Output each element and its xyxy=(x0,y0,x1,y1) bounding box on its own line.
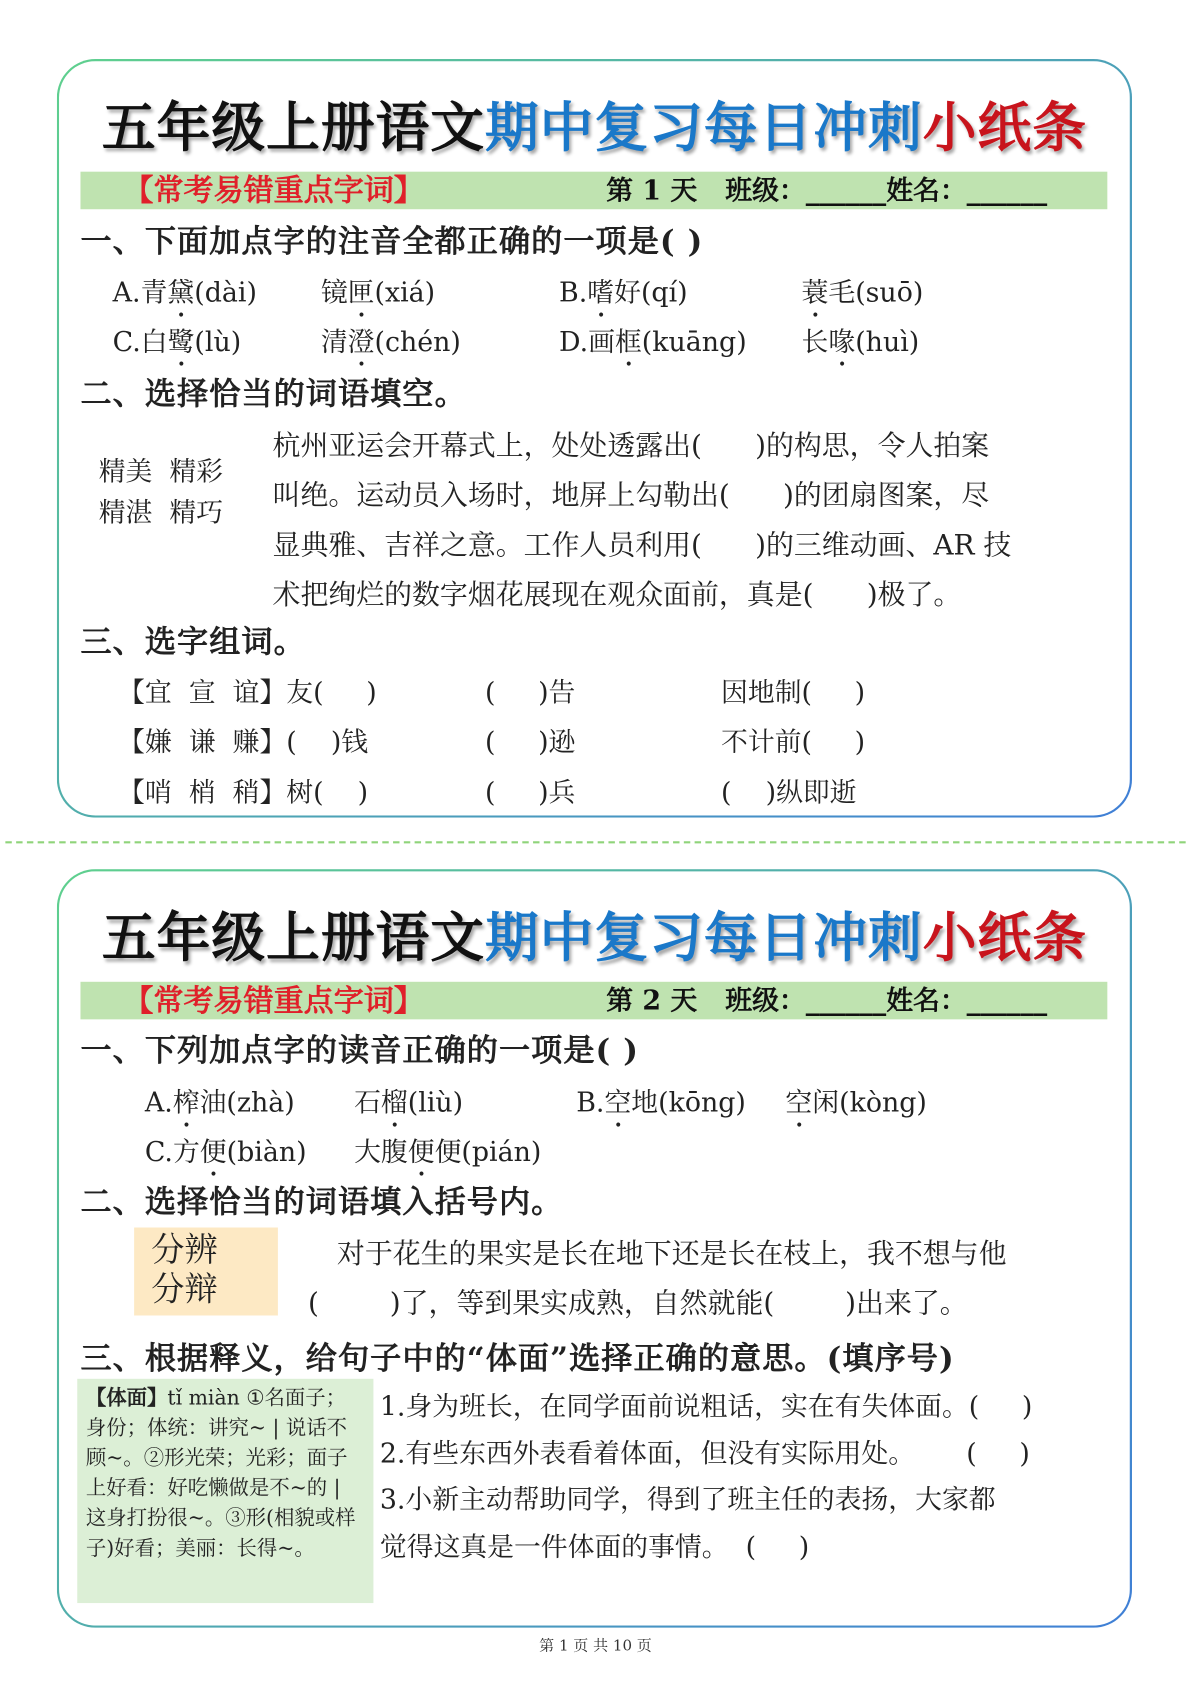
answer-option xyxy=(354,1131,541,1184)
definition-box xyxy=(77,1379,373,1603)
option-text: B. xyxy=(576,1086,605,1119)
answer-option xyxy=(576,1082,746,1135)
word-group-blank: 【宜 宣 谊】友( ) xyxy=(118,677,377,709)
option-text: 闲(kòng) xyxy=(812,1086,927,1119)
dotted-character: 喙 xyxy=(828,326,856,358)
title-part-3: 小纸条 xyxy=(922,95,1087,159)
option-text: A.青 xyxy=(112,276,168,308)
answer-option xyxy=(802,321,920,374)
option-text: 便(pián) xyxy=(434,1136,542,1168)
passage-line: 术把绚烂的数字烟花展现在观众面前，真是( )极了。 xyxy=(272,579,962,612)
answer-option xyxy=(559,271,688,324)
option-text: 大腹 xyxy=(354,1136,408,1168)
title-part-1: 五年级上册语文 xyxy=(101,905,485,969)
option-text: (chén) xyxy=(374,326,461,358)
day-class-name: 第 2 天 班级：______姓名：______ xyxy=(606,985,1048,1017)
card-title xyxy=(59,895,1130,972)
answer-option xyxy=(354,1082,463,1135)
word-bank xyxy=(134,1228,278,1316)
word-group-blank: ( )纵即逝 xyxy=(721,776,857,808)
option-text: (huì) xyxy=(855,326,920,358)
sentence: 2.有些东西外表看着体面，但没有实际用处。 ( ) xyxy=(379,1437,1030,1469)
dotted-character: 空 xyxy=(604,1086,632,1119)
title-part-2: 期中复习每日冲刺 xyxy=(484,905,923,969)
question-2-heading: 二、选择恰当的词语填空。 xyxy=(80,375,467,413)
word-group-blank: 不计前( ) xyxy=(721,726,866,758)
word-group-blank: ( )告 xyxy=(484,677,576,709)
answer-option xyxy=(559,321,747,374)
day-class-name: 第 1 天 班级：______姓名：______ xyxy=(606,174,1048,207)
card-title xyxy=(59,85,1130,162)
word-bank-line: 分辨 xyxy=(151,1230,218,1270)
passage-line: 杭州亚运会开幕式上，处处透露出( )的构思，令人拍案 xyxy=(272,430,990,463)
dotted-character: 匣 xyxy=(347,276,375,308)
sentence: 1.身为班长，在同学面前说粗话，实在有失体面。( ) xyxy=(379,1390,1033,1422)
answer-option xyxy=(113,321,242,374)
option-text: 镜 xyxy=(320,276,348,308)
cut-line xyxy=(5,841,1185,843)
word-bank-line: 精美 精彩 xyxy=(98,456,224,488)
title-part-1: 五年级上册语文 xyxy=(101,95,485,159)
question-1-heading: 一、下面加点字的注音全都正确的一项是( ) xyxy=(80,223,704,260)
option-text: C.白 xyxy=(112,326,168,358)
card-day-1 xyxy=(57,59,1132,818)
card-day-2 xyxy=(57,869,1132,1628)
option-text: B. xyxy=(559,276,588,308)
word-group-blank: ( )逊 xyxy=(484,726,576,758)
section-tag: 【常考易错重点字词】 xyxy=(123,172,424,209)
option-text: (liù) xyxy=(407,1086,464,1119)
dotted-character: 空 xyxy=(785,1086,813,1119)
option-text: C.方 xyxy=(144,1136,200,1168)
passage-line: 显典雅、吉祥之意。工作人员利用( )的三维动画、AR 技 xyxy=(272,529,1012,562)
title-part-2: 期中复习每日冲刺 xyxy=(484,95,923,159)
definition-head: 【体面】 xyxy=(85,1386,168,1410)
option-text: 油(zhà) xyxy=(199,1086,295,1119)
option-text: D.画 xyxy=(559,326,615,358)
definition-text: tǐ miàn ①名面子；身份；体统：讲究~ | 说话不顾~。②形光荣；光彩；面子上好看：好吃懒做是不~的 | 这身打扮很~。③形(相貌或样子)好看；美丽：长得~。 xyxy=(85,1386,356,1561)
dotted-character: 澄 xyxy=(347,326,375,358)
word-group-blank: ( )兵 xyxy=(484,776,576,808)
dotted-character: 黛 xyxy=(167,276,195,308)
answer-option xyxy=(321,321,461,374)
passage-line: 叫绝。运动员入场时，地屏上勾勒出( )的团扇图案，尽 xyxy=(272,479,990,513)
question-3-heading: 三、根据释义，给句子中的“体面”选择正确的意思。(填序号) xyxy=(80,1340,955,1377)
page-footer: 第 1 页 共 10 页 xyxy=(539,1637,652,1655)
passage-line: ( )了，等到果实成熟，自然就能( )出来了。 xyxy=(307,1287,968,1320)
dotted-character: 榨 xyxy=(172,1086,200,1119)
dotted-character: 框 xyxy=(614,326,642,358)
question-1-heading: 一、下列加点字的读音正确的一项是( ) xyxy=(80,1032,640,1069)
word-bank xyxy=(99,452,223,534)
word-bank-line: 分辩 xyxy=(151,1270,218,1310)
option-text: 毛(suō) xyxy=(828,276,924,308)
word-group-blank: 因地制( ) xyxy=(721,677,866,709)
word-group-blank: 【嫌 谦 赚】( )钱 xyxy=(118,726,369,758)
sentences xyxy=(380,1383,1033,1571)
option-text: (dài) xyxy=(194,276,257,308)
option-text: 石 xyxy=(354,1086,381,1119)
option-text: 好(qí) xyxy=(614,276,688,308)
option-text: (lù) xyxy=(194,326,242,358)
question-3-heading: 三、选字组词。 xyxy=(80,623,306,660)
option-text: 清 xyxy=(320,326,348,358)
dotted-character: 蓑 xyxy=(801,276,829,308)
option-text: 地(kōng) xyxy=(631,1086,746,1119)
dotted-character: 便 xyxy=(199,1136,227,1168)
option-text: 长 xyxy=(801,326,829,358)
header-bar xyxy=(80,982,1107,1020)
passage-line: 对于花生的果实是长在地下还是长在枝上，我不想与他 xyxy=(336,1238,1007,1271)
dotted-character: 鹭 xyxy=(167,326,195,358)
answer-option xyxy=(113,271,257,324)
answer-option xyxy=(145,1082,295,1135)
question-2-heading: 二、选择恰当的词语填入括号内。 xyxy=(80,1183,564,1221)
dotted-character: 榴 xyxy=(380,1086,408,1119)
sentence: 觉得这真是一件体面的事情。 ( ) xyxy=(379,1531,810,1563)
title-part-3: 小纸条 xyxy=(922,905,1087,969)
answer-option xyxy=(802,271,924,324)
option-text: A. xyxy=(144,1086,173,1119)
answer-option xyxy=(785,1082,926,1135)
option-text: (xiá) xyxy=(374,276,436,308)
section-tag: 【常考易错重点字词】 xyxy=(123,982,424,1019)
answer-option xyxy=(145,1131,307,1184)
passage xyxy=(273,422,1012,621)
dotted-character: 嗜 xyxy=(587,276,615,308)
option-text: (biàn) xyxy=(226,1136,307,1168)
answer-option xyxy=(321,271,435,324)
header-bar xyxy=(80,172,1107,210)
word-bank-line: 精湛 精巧 xyxy=(98,496,224,528)
sentence: 3.小新主动帮助同学，得到了班主任的表扬，大家都 xyxy=(379,1484,996,1516)
option-text: (kuāng) xyxy=(641,326,747,358)
word-group-blank: 【哨 梢 稍】树( ) xyxy=(118,776,369,808)
dotted-character: 便 xyxy=(407,1136,435,1168)
